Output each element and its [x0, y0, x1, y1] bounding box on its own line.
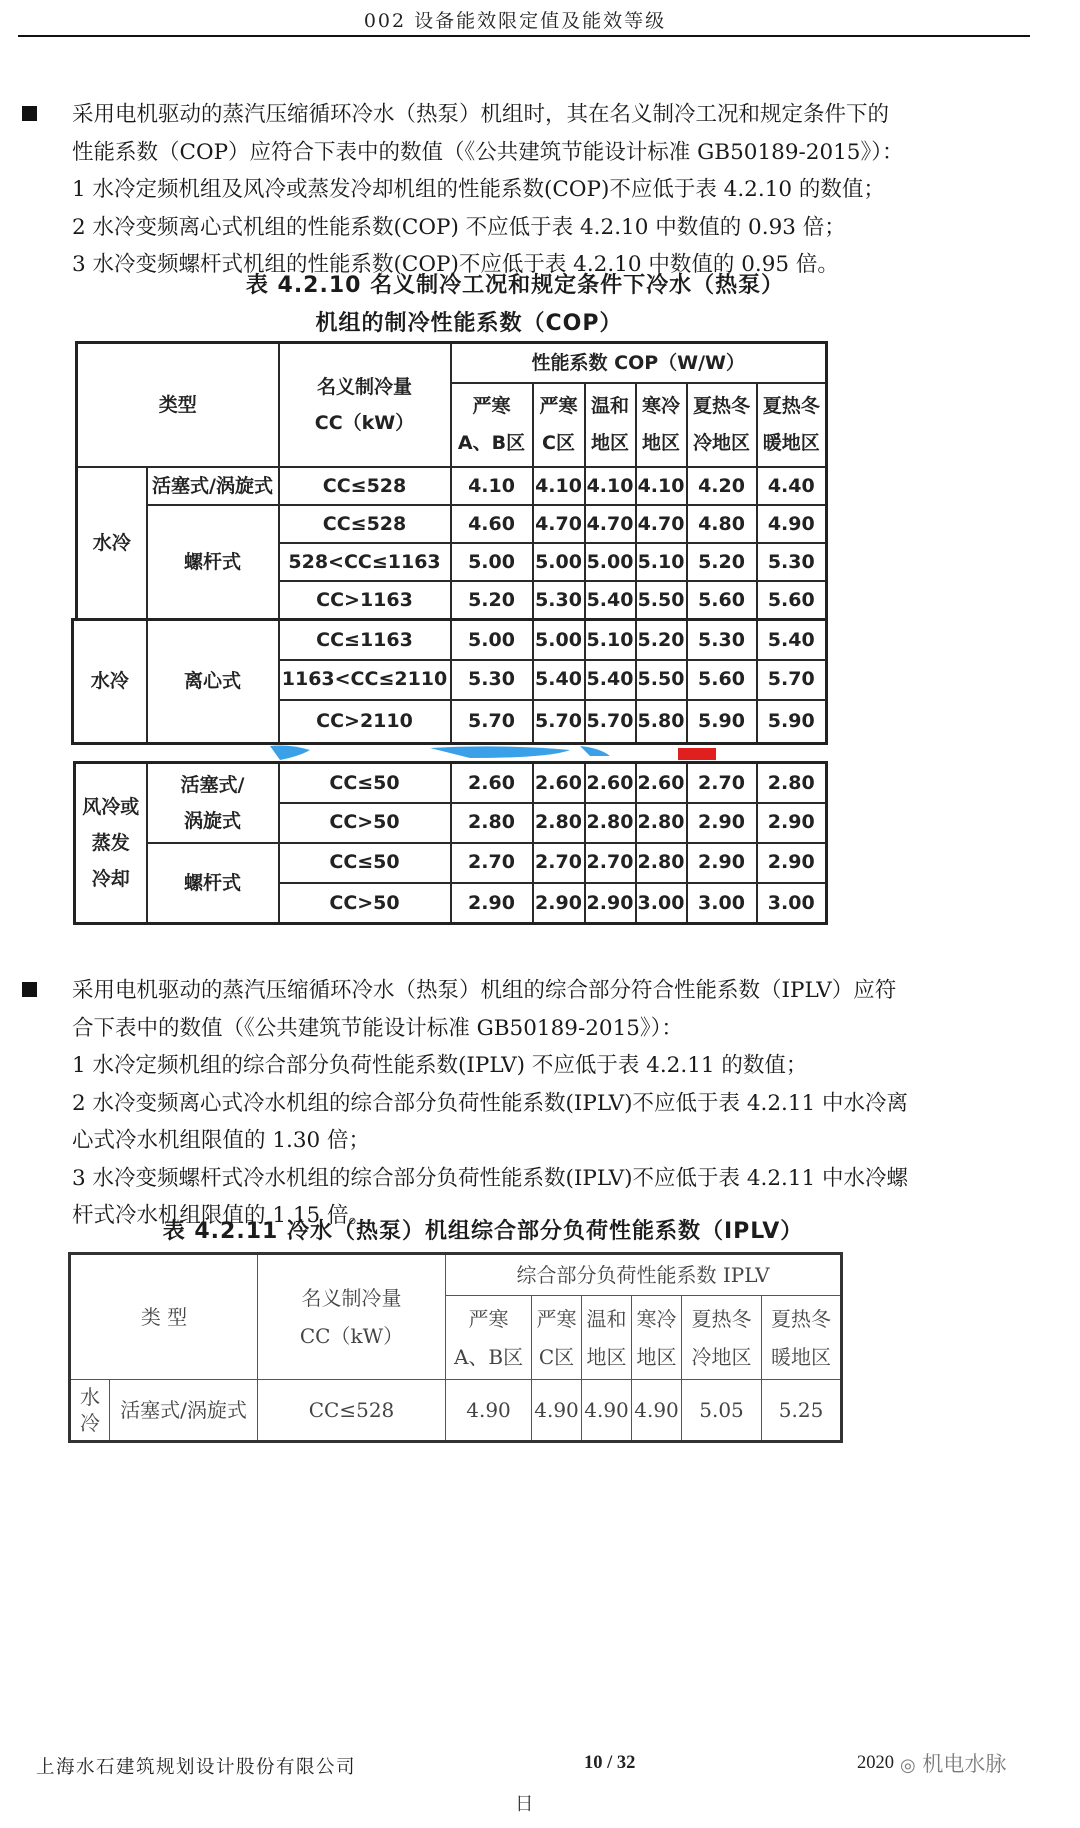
- paragraph-line: 采用电机驱动的蒸汽压缩循环冷水（热泵）机组时，其在名义制冷工况和规定条件下的: [72, 102, 890, 127]
- header-cop-group: 性能系数 COP（W/W）: [451, 343, 827, 383]
- value-cell: 2.80: [451, 803, 533, 843]
- value-cell: 5.30: [533, 581, 585, 620]
- iplv-table: [68, 1252, 843, 1443]
- value-cell: 5.50: [636, 660, 687, 700]
- header-zone: [632, 1296, 682, 1380]
- value-cell: 5.00: [451, 620, 533, 660]
- value-cell: 5.00: [585, 543, 636, 581]
- zone-line: 夏热冬: [693, 395, 751, 418]
- type-label: 活塞式/涡旋式: [110, 1380, 258, 1442]
- value-cell: 2.60: [451, 763, 533, 803]
- value-cell: 2.90: [451, 883, 533, 924]
- value-cell: 4.70: [533, 505, 585, 543]
- cc-cell: CC>1163: [279, 581, 451, 620]
- paragraph-line: 性能系数（COP）应符合下表中的数值（《公共建筑节能设计标准 GB50189-2015》）：: [72, 139, 904, 165]
- value-cell: 5.20: [451, 581, 533, 620]
- cc-cell: CC≤528: [279, 505, 451, 543]
- paragraph-line: 采用电机驱动的蒸汽压缩循环冷水（热泵）机组的综合部分符合性能系数（IPLV）应符: [72, 978, 897, 1003]
- zone-line: 地区: [642, 431, 681, 454]
- cc-cell: CC>50: [279, 883, 451, 924]
- zone-line: 冷地区: [693, 431, 751, 454]
- value-cell: 2.90: [687, 803, 757, 843]
- group-label-line: 冷却: [91, 868, 130, 891]
- value-cell: 5.05: [682, 1380, 762, 1442]
- value-cell: 5.40: [757, 620, 827, 660]
- value-cell: 2.90: [533, 883, 585, 924]
- watermark-text: [900, 1748, 1006, 1778]
- group-label: [70, 1380, 110, 1442]
- zone-line: 地区: [591, 431, 630, 454]
- value-cell: 5.30: [451, 660, 533, 700]
- footer-date: 2020: [857, 1753, 894, 1773]
- value-cell: 5.20: [687, 543, 757, 581]
- table-caption-4-2-11: 表 4.2.11 冷水（热泵）机组综合部分负荷性能系数（IPLV）: [162, 1219, 804, 1244]
- value-cell: 2.70: [687, 763, 757, 803]
- cc-cell: CC>2110: [279, 700, 451, 744]
- type-label-line: 涡旋式: [183, 809, 241, 832]
- cop-table-part-c: [73, 761, 828, 925]
- value-cell: 4.70: [636, 505, 687, 543]
- paragraph-line: 2 水冷变频离心式机组的性能系数(COP) 不应低于表 4.2.10 中数值的 0.93 倍；: [72, 214, 846, 240]
- group-label: [75, 763, 147, 924]
- cc-cell: CC≤1163: [279, 620, 451, 660]
- value-cell: 2.80: [757, 763, 827, 803]
- paragraph-line: 3 水冷变频螺杆式机组的性能系数(COP)不应低于表 4.2.10 中数值的 0.95 倍。: [72, 252, 839, 277]
- value-cell: 5.10: [636, 543, 687, 581]
- zone-line: 温和: [591, 395, 630, 418]
- header-capacity: [279, 343, 451, 467]
- value-cell: 2.60: [533, 763, 585, 803]
- value-cell: 5.20: [636, 620, 687, 660]
- value-cell: 5.00: [451, 543, 533, 581]
- header-capacity-label: 名义制冷量: [301, 1286, 402, 1310]
- value-cell: 5.40: [533, 660, 585, 700]
- header-capacity-label: 名义制冷量: [317, 375, 413, 398]
- value-cell: 3.00: [687, 883, 757, 924]
- type-label: 活塞式/涡旋式: [147, 467, 279, 505]
- value-cell: 4.70: [585, 505, 636, 543]
- value-cell: 5.90: [687, 700, 757, 744]
- value-cell: 5.60: [687, 581, 757, 620]
- group-label-line: 风冷或: [82, 795, 140, 818]
- zone-line: 严寒: [472, 395, 511, 418]
- header-zone: [757, 383, 827, 467]
- header-capacity: [258, 1254, 446, 1380]
- value-cell: 4.60: [451, 505, 533, 543]
- value-cell: 5.90: [757, 700, 827, 744]
- value-cell: 5.80: [636, 700, 687, 744]
- zone-line: 夏热冬: [762, 395, 820, 418]
- header-zone: [532, 1296, 582, 1380]
- zone-line: 冷地区: [691, 1344, 752, 1369]
- paragraph-line: 2 水冷变频离心式冷水机组的综合部分负荷性能系数(IPLV)不应低于表 4.2.11 中水冷离: [72, 1090, 909, 1116]
- value-cell: 5.70: [451, 700, 533, 744]
- value-cell: 5.10: [585, 620, 636, 660]
- zone-line: 寒冷: [642, 395, 681, 418]
- group-label-line: 水: [80, 1385, 100, 1409]
- value-cell: 4.90: [582, 1380, 632, 1442]
- value-cell: 4.90: [632, 1380, 682, 1442]
- value-cell: 2.80: [533, 803, 585, 843]
- paragraph-iplv: [22, 972, 1032, 1235]
- value-cell: 2.60: [636, 763, 687, 803]
- wechat-icon: ◎: [900, 1755, 916, 1776]
- value-cell: 4.10: [636, 467, 687, 505]
- cc-cell: CC≤50: [279, 763, 451, 803]
- paragraph-line: 1 水冷定频机组及风冷或蒸发冷却机组的性能系数(COP)不应低于表 4.2.10 的数值；: [72, 177, 885, 202]
- cc-cell: 528<CC≤1163: [279, 543, 451, 581]
- header-zone: [451, 383, 533, 467]
- footer-day: 日: [515, 1794, 534, 1815]
- zone-line: A、B区: [457, 431, 526, 454]
- zone-line: 严寒: [468, 1306, 509, 1331]
- header-capacity-unit: CC（kW）: [314, 411, 415, 434]
- value-cell: 2.60: [585, 763, 636, 803]
- value-cell: 3.00: [636, 883, 687, 924]
- value-cell: 2.90: [687, 843, 757, 883]
- zone-line: 地区: [586, 1344, 627, 1369]
- zone-line: 严寒: [536, 1306, 577, 1331]
- value-cell: 2.80: [636, 803, 687, 843]
- header-zone: [446, 1296, 532, 1380]
- value-cell: 5.60: [687, 660, 757, 700]
- value-cell: 4.10: [451, 467, 533, 505]
- bullet-square-icon: [22, 106, 37, 121]
- cop-table-part-a: [75, 341, 828, 621]
- header-zone: [533, 383, 585, 467]
- value-cell: 5.60: [757, 581, 827, 620]
- value-cell: 5.30: [757, 543, 827, 581]
- zone-line: 温和: [586, 1306, 627, 1331]
- value-cell: 2.70: [451, 843, 533, 883]
- value-cell: 4.10: [585, 467, 636, 505]
- value-cell: 5.40: [585, 660, 636, 700]
- paragraph-line: 杆式冷水机组限值的 1.15 倍。: [72, 1203, 371, 1228]
- type-label: 螺杆式: [147, 505, 279, 620]
- group-label-line: 冷: [80, 1411, 100, 1435]
- type-label: [147, 763, 279, 843]
- cc-cell: CC≤50: [279, 843, 451, 883]
- cop-table-part-b: [71, 618, 828, 745]
- header-zone: [682, 1296, 762, 1380]
- group-label: 水冷: [77, 467, 147, 620]
- value-cell: 5.70: [533, 700, 585, 744]
- header-zone: [636, 383, 687, 467]
- header-divider: [18, 35, 1030, 37]
- zone-line: 暖地区: [771, 1344, 832, 1369]
- value-cell: 4.90: [757, 505, 827, 543]
- page-header-title: 002 设备能效限定值及能效等级: [363, 10, 667, 32]
- value-cell: 2.90: [757, 803, 827, 843]
- value-cell: 4.80: [687, 505, 757, 543]
- cc-cell: CC≤528: [279, 467, 451, 505]
- value-cell: 4.40: [757, 467, 827, 505]
- paragraph-line: 1 水冷定频机组的综合部分负荷性能系数(IPLV) 不应低于表 4.2.11 的数值；: [72, 1053, 808, 1078]
- zone-line: A、B区: [453, 1344, 524, 1369]
- value-cell: 5.40: [585, 581, 636, 620]
- zone-line: 严寒: [539, 395, 578, 418]
- table-caption-4-2-10: 表 4.2.10 名义制冷工况和规定条件下冷水（热泵）: [245, 273, 785, 298]
- footer-page-number: 10 / 32: [584, 1753, 636, 1773]
- group-label: 水冷: [73, 620, 147, 744]
- zone-line: C区: [542, 431, 575, 454]
- paragraph-line: 合下表中的数值（《公共建筑节能设计标准 GB50189-2015》）：: [72, 1015, 683, 1041]
- value-cell: 5.25: [762, 1380, 842, 1442]
- header-capacity-unit: CC（kW）: [299, 1324, 404, 1348]
- value-cell: 2.80: [585, 803, 636, 843]
- footer-company: 上海水石建筑规划设计股份有限公司: [36, 1757, 357, 1778]
- header-type: 类型: [77, 343, 279, 467]
- paragraph-line: 3 水冷变频螺杆式冷水机组的综合部分负荷性能系数(IPLV)不应低于表 4.2.11 中水冷螺: [72, 1165, 909, 1191]
- type-label: 螺杆式: [147, 843, 279, 924]
- header-iplv-group: 综合部分负荷性能系数 IPLV: [446, 1254, 842, 1296]
- value-cell: 2.70: [533, 843, 585, 883]
- value-cell: 5.00: [533, 543, 585, 581]
- cc-cell: 1163<CC≤2110: [279, 660, 451, 700]
- value-cell: 4.10: [533, 467, 585, 505]
- zone-line: 暖地区: [762, 431, 820, 454]
- value-cell: 5.00: [533, 620, 585, 660]
- value-cell: 4.20: [687, 467, 757, 505]
- zone-line: 夏热冬: [691, 1306, 752, 1331]
- value-cell: 2.90: [757, 843, 827, 883]
- value-cell: 5.70: [757, 660, 827, 700]
- group-label-line: 蒸发: [91, 831, 130, 854]
- value-cell: 2.80: [636, 843, 687, 883]
- value-cell: 3.00: [757, 883, 827, 924]
- watermark-label: 机电水脉: [922, 1752, 1007, 1776]
- cc-cell: CC≤528: [258, 1380, 446, 1442]
- value-cell: 5.70: [585, 700, 636, 744]
- value-cell: 4.90: [532, 1380, 582, 1442]
- zone-line: 寒冷: [636, 1306, 677, 1331]
- header-zone: [762, 1296, 842, 1380]
- table-caption-4-2-10-line2: 机组的制冷性能系数（COP）: [315, 311, 623, 336]
- paragraph-cop: [22, 96, 1032, 284]
- paragraph-line: 心式冷水机组限值的 1.30 倍；: [72, 1128, 371, 1153]
- header-zone: [687, 383, 757, 467]
- header-type: 类 型: [70, 1254, 258, 1380]
- header-zone: [585, 383, 636, 467]
- cc-cell: CC>50: [279, 803, 451, 843]
- value-cell: 4.90: [446, 1380, 532, 1442]
- zone-line: C区: [538, 1344, 575, 1369]
- value-cell: 5.30: [687, 620, 757, 660]
- value-cell: 5.50: [636, 581, 687, 620]
- type-label-line: 活塞式/: [180, 773, 245, 796]
- zone-line: 夏热冬: [771, 1306, 832, 1331]
- type-label: 离心式: [147, 620, 279, 744]
- bullet-square-icon: [22, 982, 37, 997]
- header-zone: [582, 1296, 632, 1380]
- value-cell: 2.90: [585, 883, 636, 924]
- value-cell: 2.70: [585, 843, 636, 883]
- zone-line: 地区: [636, 1344, 677, 1369]
